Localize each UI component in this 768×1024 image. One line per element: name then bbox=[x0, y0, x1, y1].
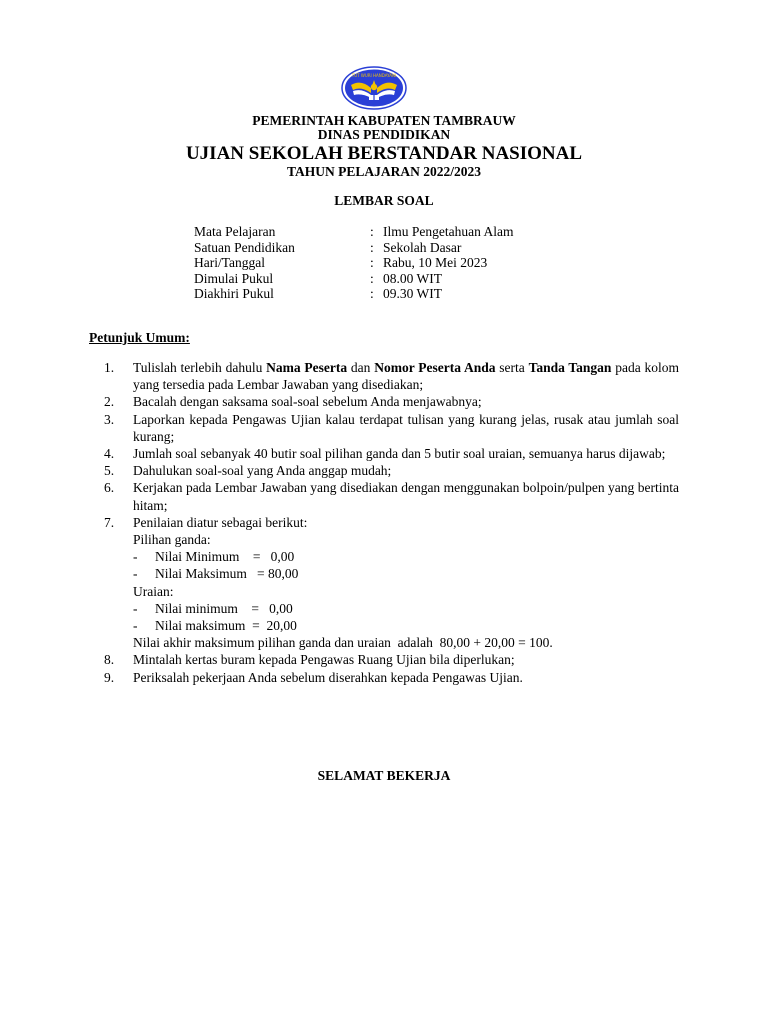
mc-max-score: Nilai Maksimum = 80,00 bbox=[155, 566, 299, 582]
instruction-item bbox=[104, 393, 679, 410]
instruction-item bbox=[104, 411, 679, 445]
item-number: 4. bbox=[104, 446, 115, 462]
instruction-item bbox=[104, 445, 679, 462]
instruction-item bbox=[104, 479, 679, 513]
instruction-list bbox=[104, 359, 679, 686]
exam-title: UJIAN SEKOLAH BERSTANDAR NASIONAL bbox=[185, 143, 583, 164]
info-value: 09.30 WIT bbox=[383, 286, 442, 301]
item-text: Penilaian diatur sebagai berikut: bbox=[133, 514, 308, 530]
item-text: Laporkan kepada Pengawas Ujian kalau terdapat tulisan yang kurang jelas, rusak atau jumlah soal kurang; bbox=[133, 411, 679, 444]
tut-wuri-handayani-logo bbox=[341, 66, 407, 110]
info-colon: : bbox=[370, 270, 374, 286]
item-text: Periksalah pekerjaan Anda sebelum diserahkan kepada Pengawas Ujian. bbox=[133, 669, 523, 685]
info-value: Rabu, 10 Mei 2023 bbox=[383, 255, 488, 270]
info-row-date bbox=[194, 255, 513, 271]
info-colon: : bbox=[370, 286, 374, 301]
item-text: Bacalah dengan saksama soal-soal sebelum Anda menjawabnya; bbox=[133, 394, 482, 410]
info-row-start-time bbox=[194, 271, 513, 287]
instruction-item bbox=[104, 359, 679, 393]
item-number: 1. bbox=[104, 360, 115, 375]
info-value: 08.00 WIT bbox=[383, 270, 442, 286]
scoring-block bbox=[133, 514, 679, 652]
emphasis-text: Nomor Peserta Anda bbox=[374, 360, 496, 375]
multiple-choice-label: Pilihan ganda: bbox=[133, 532, 211, 548]
instruction-item bbox=[104, 462, 679, 479]
info-label: Hari/Tanggal bbox=[194, 255, 266, 270]
essay-min-score: Nilai minimum = 0,00 bbox=[155, 600, 293, 616]
exam-info-table bbox=[194, 224, 513, 302]
info-row-end-time bbox=[194, 286, 513, 302]
final-score-note: Nilai akhir maksimum pilihan ganda dan uraian adalah 80,00 + 20,00 = 100. bbox=[133, 635, 553, 651]
info-colon: : bbox=[370, 224, 374, 239]
score-line bbox=[133, 600, 679, 617]
emphasis-text: Tanda Tangan bbox=[528, 360, 612, 375]
info-row-subject bbox=[194, 224, 513, 240]
emphasis-text: Nama Peserta bbox=[266, 360, 348, 375]
info-colon: : bbox=[370, 255, 374, 270]
info-colon: : bbox=[370, 239, 374, 255]
svg-text:TUT WURI HANDAYANI: TUT WURI HANDAYANI bbox=[351, 73, 397, 78]
general-instructions-heading: Petunjuk Umum: bbox=[89, 330, 190, 345]
item-text: Dahulukan soal-soal yang Anda anggap mudah; bbox=[133, 463, 392, 479]
item-text: Mintalah kertas buram kepada Pengawas Ruang Ujian bila diperlukan; bbox=[133, 652, 515, 668]
dash-bullet: - bbox=[133, 618, 138, 634]
document-type: LEMBAR SOAL bbox=[334, 193, 434, 208]
item-number: 9. bbox=[104, 669, 115, 685]
info-label: Satuan Pendidikan bbox=[194, 239, 295, 255]
essay-max-score: Nilai maksimum = 20,00 bbox=[155, 618, 297, 634]
score-line bbox=[133, 548, 679, 565]
info-label: Mata Pelajaran bbox=[194, 224, 276, 239]
instruction-item bbox=[104, 669, 679, 686]
score-line bbox=[133, 565, 679, 582]
government-name: PEMERINTAH KABUPATEN TAMBRAUW bbox=[252, 113, 516, 128]
instruction-item bbox=[104, 651, 679, 668]
essay-label: Uraian: bbox=[133, 583, 174, 599]
dash-bullet: - bbox=[133, 549, 138, 565]
closing-greeting: SELAMAT BEKERJA bbox=[317, 768, 451, 783]
item-number: 2. bbox=[104, 394, 115, 410]
item-number: 8. bbox=[104, 652, 115, 668]
item-number: 6. bbox=[104, 480, 115, 496]
mc-min-score: Nilai Minimum = 0,00 bbox=[155, 549, 295, 565]
info-row-level bbox=[194, 240, 513, 256]
item-text: Jumlah soal sebanyak 40 butir soal pilihan ganda dan 5 butir soal uraian, semuanya harus dijawab; bbox=[133, 446, 666, 462]
dash-bullet: - bbox=[133, 566, 138, 582]
academic-year: TAHUN PELAJARAN 2022/2023 bbox=[286, 164, 481, 179]
item-text: Tulislah terlebih dahulu Nama Peserta dan Nomor Peserta Anda serta Tanda Tangan pada kolom yang tersedia pada Lembar Jawaban yang disediakan; bbox=[133, 360, 679, 393]
item-number: 3. bbox=[104, 411, 115, 427]
dash-bullet: - bbox=[133, 600, 138, 616]
item-number: 7. bbox=[104, 514, 115, 530]
office-name: DINAS PENDIDIKAN bbox=[317, 127, 451, 142]
info-value: Ilmu Pengetahuan Alam bbox=[383, 224, 514, 239]
item-number: 5. bbox=[104, 463, 115, 479]
info-value: Sekolah Dasar bbox=[383, 239, 462, 255]
score-line bbox=[133, 617, 679, 634]
info-label: Dimulai Pukul bbox=[194, 270, 274, 286]
info-label: Diakhiri Pukul bbox=[194, 286, 274, 301]
instruction-item-scoring bbox=[104, 514, 679, 652]
item-text: Kerjakan pada Lembar Jawaban yang disediakan dengan menggunakan bolpoin/pulpen yang bertinta hitam; bbox=[133, 480, 679, 513]
